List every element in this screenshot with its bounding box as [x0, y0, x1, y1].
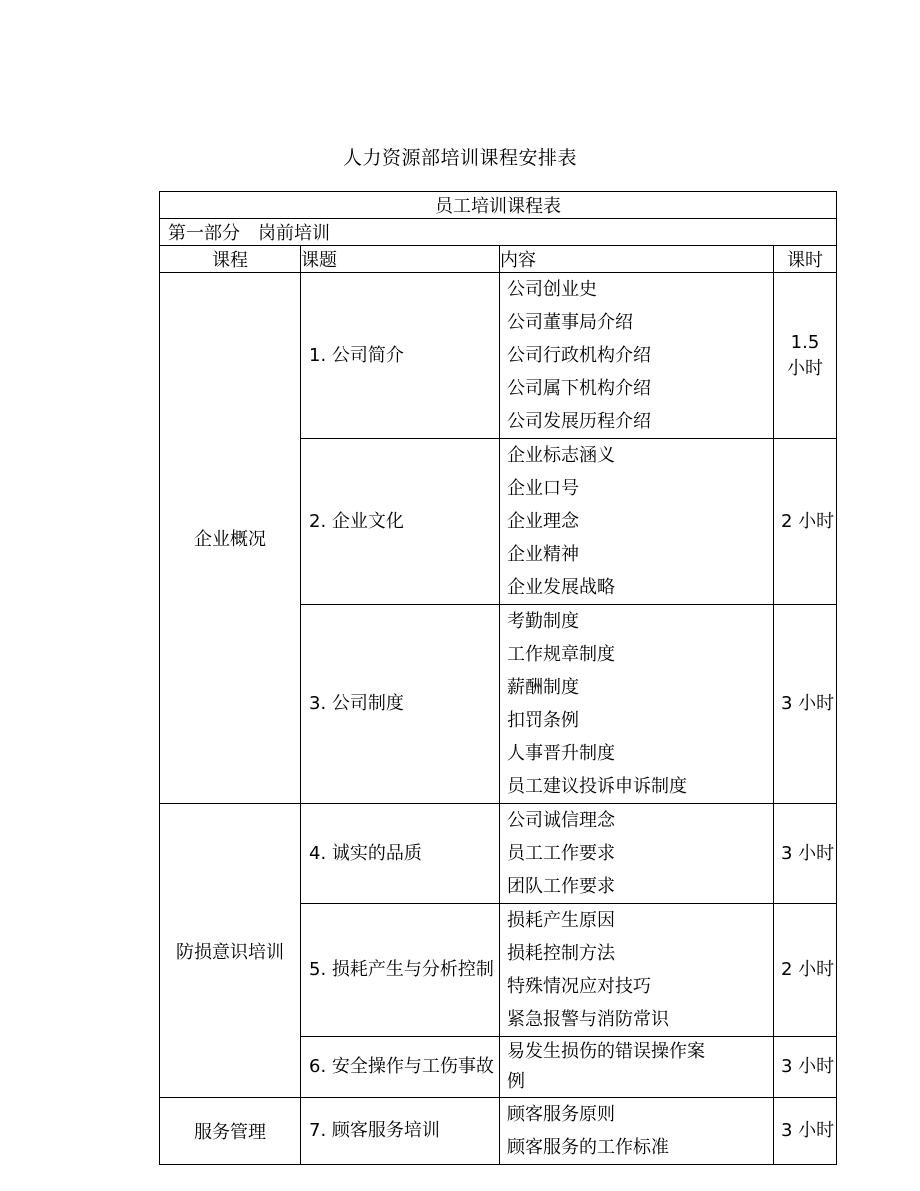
content-item: 公司董事局介绍: [507, 312, 633, 333]
header-hours: 课时: [774, 246, 837, 273]
header-course: 课程: [160, 246, 301, 273]
topic-cell: 3. 公司制度: [301, 605, 500, 804]
content-item: 团队工作要求: [507, 876, 615, 897]
content-item: 人事晋升制度: [507, 743, 615, 764]
part-label: 第一部分 岗前培训: [160, 219, 837, 246]
hours-cell: 2 小时: [774, 904, 837, 1037]
content-item: 薪酬制度: [507, 677, 579, 698]
content-item: 工作规章制度: [507, 644, 615, 665]
hours-cell: 3 小时: [774, 1098, 837, 1165]
topic-cell: 7. 顾客服务培训: [301, 1098, 500, 1165]
course-cell: 企业概况: [160, 273, 301, 804]
course-schedule-table: [159, 191, 837, 1165]
course-cell: 服务管理: [160, 1098, 301, 1165]
hours-cell: 2 小时: [774, 439, 837, 605]
content-item: 公司发展历程介绍: [507, 411, 651, 432]
table-row: [160, 1098, 837, 1165]
content-item: 员工建议投诉申诉制度: [507, 776, 687, 797]
table-row: [160, 273, 837, 439]
content-item: 扣罚条例: [507, 710, 579, 731]
topic-cell: 4. 诚实的品质: [301, 804, 500, 904]
hours-cell: 1.5 小时: [774, 273, 837, 439]
content-item: 顾客服务的工作标准: [507, 1137, 669, 1158]
content-cell: [500, 1098, 774, 1165]
hours-cell: 3 小时: [774, 1037, 837, 1098]
content-item: 特殊情况应对技巧: [507, 976, 651, 997]
content-item: 顾客服务原则: [507, 1104, 615, 1125]
content-item: 公司属下机构介绍: [507, 378, 651, 399]
content-item: 企业精神: [507, 544, 579, 565]
content-item: 公司诚信理念: [507, 810, 615, 831]
content-item: 考勤制度: [507, 611, 579, 632]
table-caption: 员工培训课程表: [160, 192, 837, 219]
topic-cell: 1. 公司简介: [301, 273, 500, 439]
table-row: [160, 804, 837, 904]
content-cell: [500, 605, 774, 804]
hours-cell: 3 小时: [774, 605, 837, 804]
header-content: 内容: [500, 246, 774, 273]
content-item: 企业理念: [507, 511, 579, 532]
hours-cell: 3 小时: [774, 804, 837, 904]
content-item: 公司创业史: [507, 279, 597, 300]
content-item: 员工工作要求: [507, 843, 615, 864]
content-item: 紧急报警与消防常识: [507, 1009, 669, 1030]
course-cell: 防损意识培训: [160, 804, 301, 1098]
content-cell: [500, 1037, 774, 1098]
content-cell: [500, 904, 774, 1037]
content-item: 损耗控制方法: [507, 943, 615, 964]
topic-cell: 2. 企业文化: [301, 439, 500, 605]
topic-cell: 5. 损耗产生与分析控制: [301, 904, 500, 1037]
content-item: 公司行政机构介绍: [507, 345, 651, 366]
content-cell: [500, 273, 774, 439]
content-item: 企业口号: [507, 478, 579, 499]
page-title: 人力资源部培训课程安排表: [342, 147, 577, 169]
content-item: 企业发展战略: [507, 577, 615, 598]
content-cell: [500, 804, 774, 904]
content-item: 企业标志涵义: [507, 445, 615, 466]
header-row: [160, 246, 837, 273]
header-topic: 课题: [301, 246, 500, 273]
topic-cell: 6. 安全操作与工伤事故: [301, 1037, 500, 1098]
content-item: 易发生损伤的错误操作案例: [507, 1041, 705, 1092]
content-item: 损耗产生原因: [507, 910, 615, 931]
content-cell: [500, 439, 774, 605]
